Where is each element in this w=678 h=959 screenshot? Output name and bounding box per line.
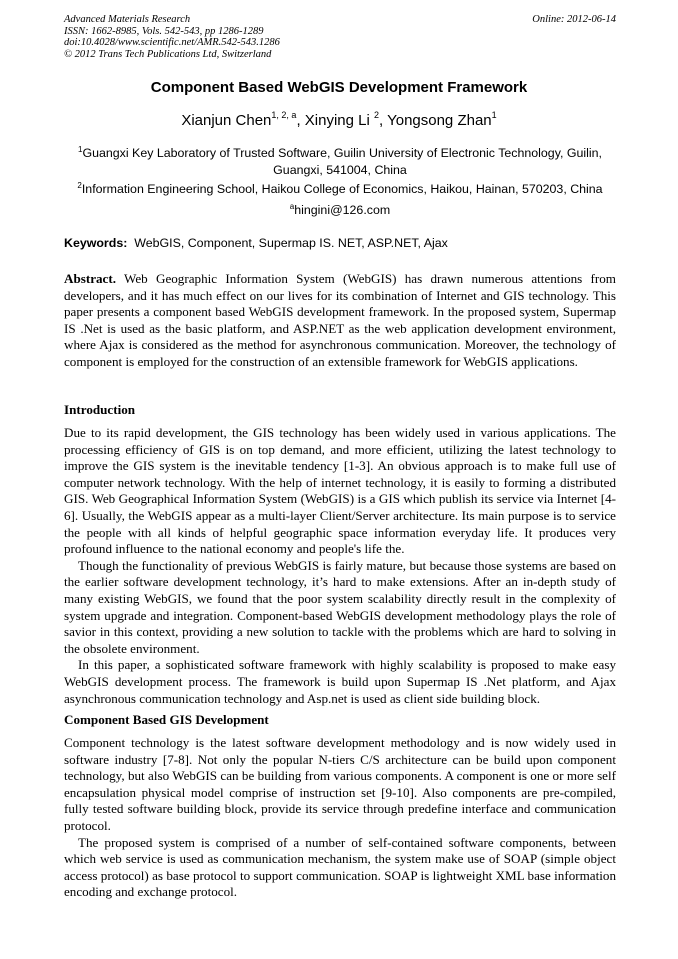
abstract xyxy=(64,271,616,371)
affiliation-text: Guangxi Key Laboratory of Trusted Software, Guilin University of Electronic Technology, Guilin, Guangxi, 541004, China xyxy=(82,146,602,177)
author-name: Xianjun Chen xyxy=(181,112,272,129)
contact-email xyxy=(64,202,616,219)
doi-line: doi:10.4028/www.scientific.net/AMR.542-543.1286 xyxy=(64,37,280,48)
keywords xyxy=(64,236,448,250)
author-affiliation-mark: 1 xyxy=(491,110,497,120)
issn-line: ISSN: 1662-8985, Vols. 542-543, pp 1286-1289 xyxy=(64,25,264,37)
author-separator: , xyxy=(296,112,305,129)
section-heading-introduction: Introduction xyxy=(64,402,136,417)
paragraph: The proposed system is comprised of a number of self-contained software components, between which web service is used as communication mechanism, the system make use of SOAP (simple object access protocol) as base protocol to support communication. SOAP is lightweight XML base information encoding and exchange protocol. xyxy=(64,834,616,900)
author-separator: , xyxy=(379,112,388,129)
paragraph: Due to its rapid development, the GIS technology has been widely used in various applications. The processing efficiency of GIS is on top demand, and more efficient, utilizing the latest technology to improve the GIS system is the inevitable tendency [1-3]. An obvious approach is to make full use of computer network technology. With the help of internet technology, it is easily to forming a distributed GIS. Web Geographical Information System (WebGIS) is a GIS which publish its service via Internet [4-6]. Usually, the WebGIS appear as a multi-layer Client/Server architecture. Its main purpose is to service the people with all kinds of helpful geographic space information everyday life. It produces very profound influence to the national economy and people's life the. xyxy=(64,425,616,557)
abstract-text: Web Geographic Information System (WebGIS) has drawn numerous attentions from developers, and it has much effect on our lives for its combination of Internet and GIS technology. This paper presents a component based WebGIS development framework. In the proposed system, Supermap IS .Net is used as the basic platform, and ASP.NET as the web application development environment, where Ajax is considered as the method for asynchronous communication. Moreover, the technology of component is employed for the construction of an extensible framework for WebGIS applications. xyxy=(64,271,616,369)
section-introduction xyxy=(64,425,616,707)
paper-title: Component Based WebGIS Development Framework xyxy=(150,79,528,96)
author-affiliation-mark: 2 xyxy=(374,110,380,120)
section-component-based xyxy=(64,735,616,901)
author-affiliation-mark: 1, 2, a xyxy=(271,110,297,120)
journal-name: Advanced Materials Research xyxy=(64,14,191,25)
email-mark: a xyxy=(289,202,295,211)
keywords-label: Keywords: xyxy=(64,236,128,250)
email-address[interactable]: hingini@126.com xyxy=(294,203,391,217)
affiliation-mark: 1 xyxy=(78,145,83,154)
affiliation-2 xyxy=(64,181,616,198)
journal-header xyxy=(64,14,616,60)
author-name: Xinying Li xyxy=(304,112,374,129)
paragraph: In this paper, a sophisticated software framework with highly scalability is proposed to make easy WebGIS development process. The framework is build upon Supermap IS .Net platform, and Ajax asynchronous communication technology and Asp.net is used as client side building block. xyxy=(64,657,616,706)
affiliation-1 xyxy=(64,145,616,179)
paragraph: Though the functionality of previous WebGIS is fairly mature, but because those systems are based on the earlier software development technology, it’s hard to make extensions. After an in-depth study of many existing WebGIS, we found that the poor system scalability directly result in the complexity of system upgrade and integration. Component-based WebGIS development methodology plays the role of savior in this context, providing a new solution to tackle with the problems which are hard to solving in the obsolete environment. xyxy=(64,557,616,656)
copyright-line: © 2012 Trans Tech Publications Ltd, Switzerland xyxy=(64,48,272,60)
affiliation-mark: 2 xyxy=(77,181,82,190)
author-name: Yongsong Zhan xyxy=(387,112,492,129)
online-date: Online: 2012-06-14 xyxy=(532,14,616,25)
section-heading-component-based: Component Based GIS Development xyxy=(64,712,269,727)
paragraph: Component technology is the latest software development methodology and is now widely used in software industry [7-8]. Not only the popular N-tiers C/S architecture can be build upon component technology, but also WebGIS can be building from various components. A component is one or more self encapsulation physical model comprise of instruction set [9-10]. Also components are pre-compiled, fully tested software building block, provide its service through predefine interface and communication protocol. xyxy=(64,735,616,833)
author-list xyxy=(0,112,678,129)
affiliation-text: Information Engineering School, Haikou College of Economics, Haikou, Hainan, 570203, China xyxy=(81,182,603,196)
keywords-text: WebGIS, Component, Supermap IS. NET, ASP.NET, Ajax xyxy=(134,236,448,250)
abstract-label: Abstract. xyxy=(64,271,116,286)
